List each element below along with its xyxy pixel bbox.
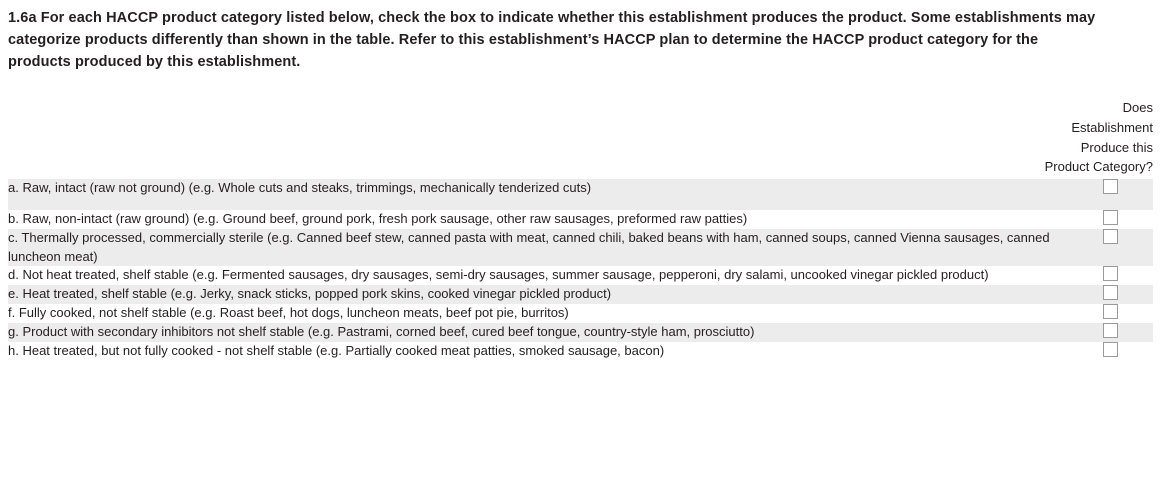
category-checkbox-cell[interactable] — [1067, 304, 1153, 323]
category-checkbox-cell[interactable] — [1067, 285, 1153, 304]
produce-checkbox-e[interactable] — [1103, 285, 1118, 300]
column-header-line-1: Does — [1122, 100, 1153, 115]
produce-checkbox-a[interactable] — [1103, 179, 1118, 194]
table-row — [8, 342, 1153, 361]
table-row — [8, 210, 1153, 229]
produce-checkbox-f[interactable] — [1103, 304, 1118, 319]
category-label: a. Raw, intact (raw not ground) (e.g. Whole cuts and steaks, trimmings, mechanically tenderized cuts) — [8, 179, 1067, 210]
column-header-line-2: Establishment — [1071, 119, 1153, 135]
category-checkbox-cell[interactable] — [1067, 342, 1153, 361]
category-label: g. Product with secondary inhibitors not shelf stable (e.g. Pastrami, corned beef, cured beef tongue, country-style ham, prosciutto) — [8, 323, 1067, 342]
category-label: h. Heat treated, but not fully cooked - not shelf stable (e.g. Partially cooked meat patties, smoked sausage, bacon) — [8, 342, 1067, 361]
table-row — [8, 266, 1153, 285]
category-checkbox-cell[interactable] — [1067, 179, 1153, 210]
produce-checkbox-d[interactable] — [1103, 266, 1118, 281]
table-row — [8, 304, 1153, 323]
category-checkbox-cell[interactable] — [1067, 266, 1153, 285]
column-header-line-4: Product Category? — [1044, 159, 1153, 175]
column-header-produce — [1023, 98, 1153, 177]
question-text: 1.6a For each HACCP product category listed below, check the box to indicate whether this establishment produces the product. Some establishments may categorize products differently than shown in the table. Refer to this establishment’s HACCP plan to determine the HACCP product category for the products produced by this establishment. — [8, 10, 1096, 70]
produce-checkbox-c[interactable] — [1103, 229, 1118, 244]
product-category-table-body — [8, 179, 1153, 361]
category-label: e. Heat treated, shelf stable (e.g. Jerky, snack sticks, popped pork skins, cooked vinegar pickled product) — [8, 285, 1067, 304]
produce-checkbox-b[interactable] — [1103, 210, 1118, 225]
produce-checkbox-g[interactable] — [1103, 323, 1118, 338]
produce-checkbox-h[interactable] — [1103, 342, 1118, 357]
category-label: f. Fully cooked, not shelf stable (e.g. Roast beef, hot dogs, luncheon meats, beef pot pie, burritos) — [8, 304, 1067, 323]
table-row — [8, 229, 1153, 267]
product-category-table — [8, 179, 1153, 361]
category-label: c. Thermally processed, commercially sterile (e.g. Canned beef stew, canned pasta with meat, canned chili, baked beans with ham, canned soups, canned Vienna sausages, canned luncheon meat) — [8, 229, 1067, 267]
category-checkbox-cell[interactable] — [1067, 229, 1153, 267]
table-row — [8, 323, 1153, 342]
category-checkbox-cell[interactable] — [1067, 210, 1153, 229]
category-label: d. Not heat treated, shelf stable (e.g. Fermented sausages, dry sausages, semi-dry sausages, summer sausage, pepperoni, dry salami, uncooked vinegar pickled product) — [8, 266, 1067, 285]
table-row — [8, 285, 1153, 304]
column-header-line-3: Produce this — [1080, 139, 1153, 155]
category-checkbox-cell[interactable] — [1067, 323, 1153, 342]
table-row — [8, 179, 1153, 210]
category-label: b. Raw, non-intact (raw ground) (e.g. Ground beef, ground pork, fresh pork sausage, other raw sausages, preformed raw patties) — [8, 210, 1067, 229]
